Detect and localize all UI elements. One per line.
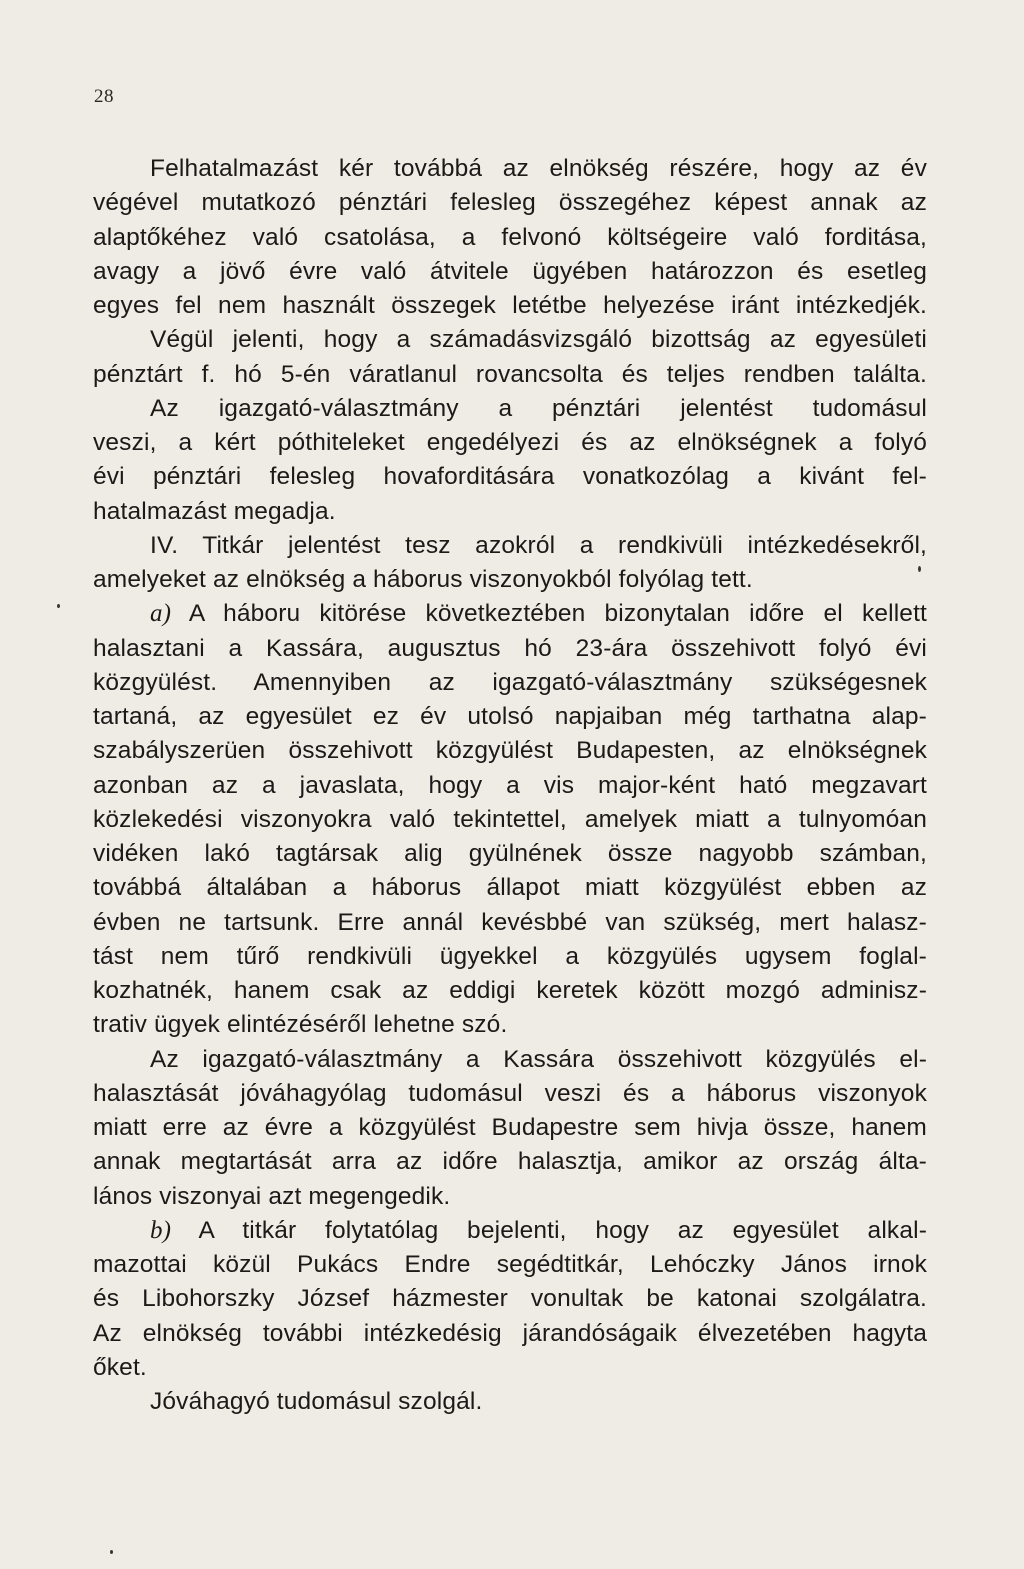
text-line: végével mutatkozó pénztári felesleg összegéhez képest annak az	[93, 189, 927, 217]
text-line: vidéken lakó tagtársak alig gyülnének össze nagyobb számban,	[93, 840, 927, 867]
text-line: annak megtartását arra az időre halasztja, amikor az ország álta-	[93, 1148, 927, 1176]
text-line: évben ne tartsunk. Erre annál kevésbbé van szükség, mert halasz-	[93, 908, 927, 936]
paragraph	[93, 1385, 927, 1419]
paragraph	[93, 392, 927, 529]
print-speck	[57, 604, 60, 608]
body-text	[93, 152, 927, 1419]
page-number: 28	[94, 86, 114, 107]
item-marker: b)	[150, 1216, 172, 1244]
text-line: IV. Titkár jelentést tesz azokról a rendkivüli intézkedésekről,	[150, 531, 927, 559]
text-line: Jóváhagyó tudomásul szolgál.	[150, 1388, 483, 1415]
text-line: őket.	[93, 1353, 147, 1381]
text-line: és Libohorszky József házmester vonultak be katonai szolgálatra.	[93, 1285, 927, 1313]
paragraph	[93, 152, 927, 323]
paragraph	[93, 1214, 927, 1385]
text-line	[93, 1214, 927, 1248]
text-line: amelyeket az elnökség a háborus viszonyokból folyólag tett.	[93, 566, 753, 593]
text-line: avagy a jövő évre való átvitele ügyében határozzon és esetleg	[93, 257, 927, 285]
text-line: Az igazgató-választmány a pénztári jelentést tudomásul	[150, 394, 927, 422]
text-line: közgyülést. Amennyiben az igazgató-választmány szükségesnek	[93, 668, 927, 696]
item-marker: a)	[150, 600, 172, 628]
text-line: miatt erre az évre a közgyülést Budapestre sem hivja össze, hanem	[93, 1114, 927, 1141]
text-line: tást nem tűrő rendkivüli ügyekkel a közgyülés ugysem foglal-	[93, 942, 927, 970]
text-line: halasztását jóváhagyólag tudomásul veszi és a háborus viszonyok	[93, 1079, 927, 1107]
text-line: azonban az a javaslata, hogy a vis major-ként ható megzavart	[93, 771, 927, 799]
text-line: mazottai közül Pukács Endre segédtitkár, Lehóczky János irnok	[93, 1251, 927, 1278]
text-line	[93, 597, 927, 631]
text-line-content: A háboru kitörése következtében bizonytalan időre el kellett	[171, 600, 927, 628]
text-line: egyes fel nem használt összegek letétbe helyezése iránt intézkedjék.	[93, 292, 927, 319]
text-line: közlekedési viszonyokra való tekintettel, amelyek miatt a tulnyomóan	[93, 805, 927, 833]
paragraph	[93, 323, 927, 392]
text-line: Végül jelenti, hogy a számadásvizsgáló bizottság az egyesületi	[150, 326, 927, 354]
paragraph	[93, 1043, 927, 1214]
text-line: szabályszerüen összehivott közgyülést Budapesten, az elnökségnek	[93, 737, 927, 765]
print-speck	[918, 566, 921, 572]
text-line: Felhatalmazást kér továbbá az elnökség részére, hogy az év	[150, 155, 927, 182]
text-line: évi pénztári felesleg hovaforditására vonatkozólag a kivánt fel-	[93, 463, 927, 491]
print-speck	[110, 1550, 113, 1554]
paragraph	[93, 597, 927, 1042]
text-line: kozhatnék, hanem csak az eddigi keretek között mozgó adminisz-	[93, 977, 927, 1004]
text-line-content: A titkár folytatólag bejelenti, hogy az egyesület alkal-	[171, 1216, 927, 1244]
text-line: Az elnökség további intézkedésig járandóságaik élvezetében hagyta	[93, 1319, 927, 1347]
text-line: trativ ügyek elintézéséről lehetne szó.	[93, 1011, 508, 1039]
text-line: hatalmazást megadja.	[93, 497, 336, 525]
text-line: halasztani a Kassára, augusztus hó 23-ára összehivott folyó évi	[93, 634, 927, 662]
text-line: tartaná, az egyesület ez év utolsó napjaiban még tarthatna alap-	[93, 703, 927, 730]
text-line: továbbá általában a háborus állapot miatt közgyülést ebben az	[93, 874, 927, 902]
text-line: Az igazgató-választmány a Kassára összehivott közgyülés el-	[150, 1045, 927, 1073]
text-line: lános viszonyai azt megengedik.	[93, 1182, 451, 1210]
paragraph	[93, 529, 927, 598]
text-line: veszi, a kért póthiteleket engedélyezi és az elnökségnek a folyó	[93, 429, 927, 456]
text-line: alaptőkéhez való csatolása, a felvonó költségeire való forditása,	[93, 223, 927, 251]
text-line: pénztárt f. hó 5-én váratlanul rovancsolta és teljes rendben találta.	[93, 360, 927, 388]
